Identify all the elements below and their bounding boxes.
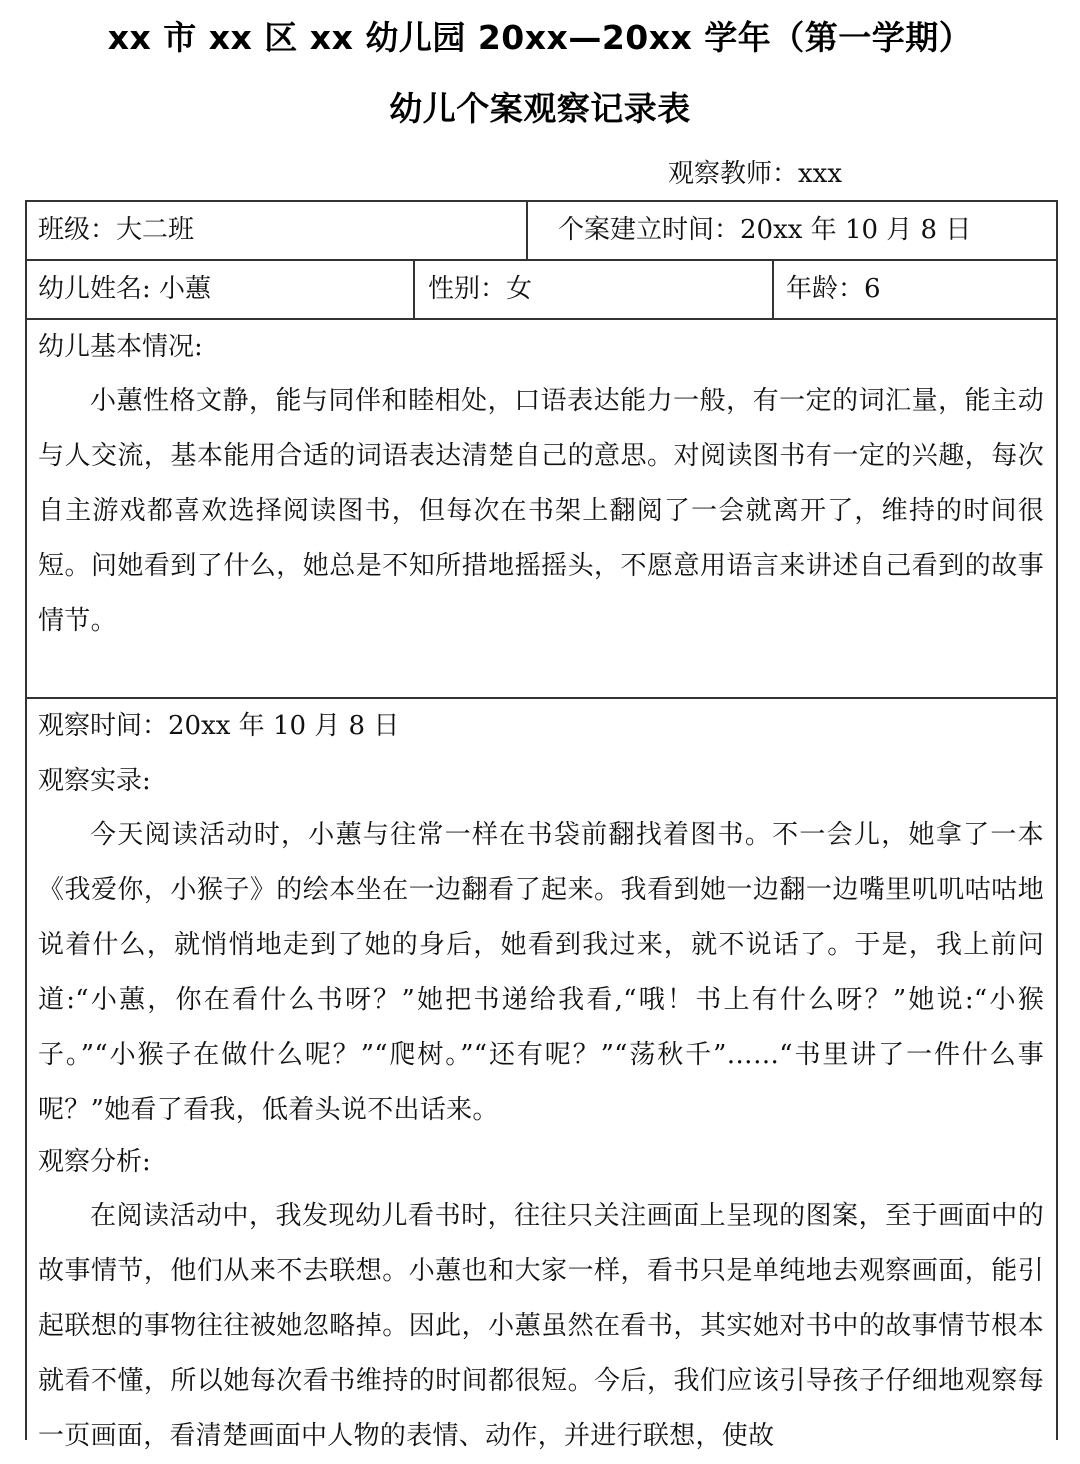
table-cell-divider xyxy=(413,259,415,318)
basic-info-text: 小蕙性格文静，能与同伴和睦相处，口语表达能力一般，有一定的词汇量，能主动与人交流，基本能用合适的词语表达清楚自己的意思。对阅读图书有一定的兴趣，每次自主游戏都喜欢选择阅读图书，但每次在书架上翻阅了一会就离开了，维持的时间很短。问她看到了什么，她总是不知所措地摇摇头，不愿意用语言来讲述自己看到的故事情节。 xyxy=(38,386,1044,636)
table-row-divider xyxy=(25,259,1057,261)
table-row-divider xyxy=(25,697,1057,699)
document-subtitle: 幼儿个案观察记录表 xyxy=(389,89,691,128)
document-title: xx 市 xx 区 xx 幼儿园 20xx—20xx 学年（第一学期） xyxy=(107,18,973,57)
observation-analysis-label: 观察分析: xyxy=(38,1147,151,1177)
case-created-date: 个案建立时间：20xx 年 10 月 8 日 xyxy=(558,215,972,245)
table-row-divider xyxy=(25,318,1057,320)
observation-record-text: 今天阅读活动时，小蕙与往常一样在书袋前翻找着图书。不一会儿，她拿了一本《我爱你，小猴子》的绘本坐在一边翻看了起来。我看到她一边翻一边嘴里叽叽咕咕地说着什么，就悄悄地走到了她的身后，她看到我过来，就不说话了。于是，我上前问道:“小蕙，你在看什么书呀？”她把书递给我看,“哦！书上有什么呀？”她说:“小猴子。”“小猴子在做什么呢？”“爬树。”“还有呢？”“荡秋千”……“书里讲了一件什么事呢？”她看了看我，低着头说不出话来。 xyxy=(38,820,1044,1125)
observation-record-label: 观察实录: xyxy=(38,766,151,796)
table-border-left xyxy=(25,200,27,1440)
table-border-top xyxy=(25,200,1057,202)
basic-info-label: 幼儿基本情况: xyxy=(38,332,203,362)
table-cell-divider xyxy=(526,200,528,259)
observation-time: 观察时间：20xx 年 10 月 8 日 xyxy=(38,711,400,741)
observation-analysis-text: 在阅读活动中，我发现幼儿看书时，往往只关注画面上呈现的图案，至于画面中的故事情节，他们从来不去联想。小蕙也和大家一样，看书只是单纯地去观察画面，能引起联想的事物往往被她忽略掉。因此，小蕙虽然在看书，其实她对书中的故事情节根本就看不懂，所以她每次看书维持的时间都很短。今后，我们应该引导孩子仔细地观察每一页画面，看清楚画面中人物的表情、动作，并进行联想，使故 xyxy=(38,1201,1044,1451)
observer-teacher: 观察教师：xxx xyxy=(668,159,842,189)
table-border-right xyxy=(1056,200,1058,1440)
class-field: 班级：大二班 xyxy=(38,215,195,245)
gender-field: 性别：女 xyxy=(428,274,533,304)
age-field: 年龄：6 xyxy=(786,274,881,304)
table-cell-divider xyxy=(772,259,774,318)
child-name-field: 幼儿姓名: 小蕙 xyxy=(38,274,212,304)
